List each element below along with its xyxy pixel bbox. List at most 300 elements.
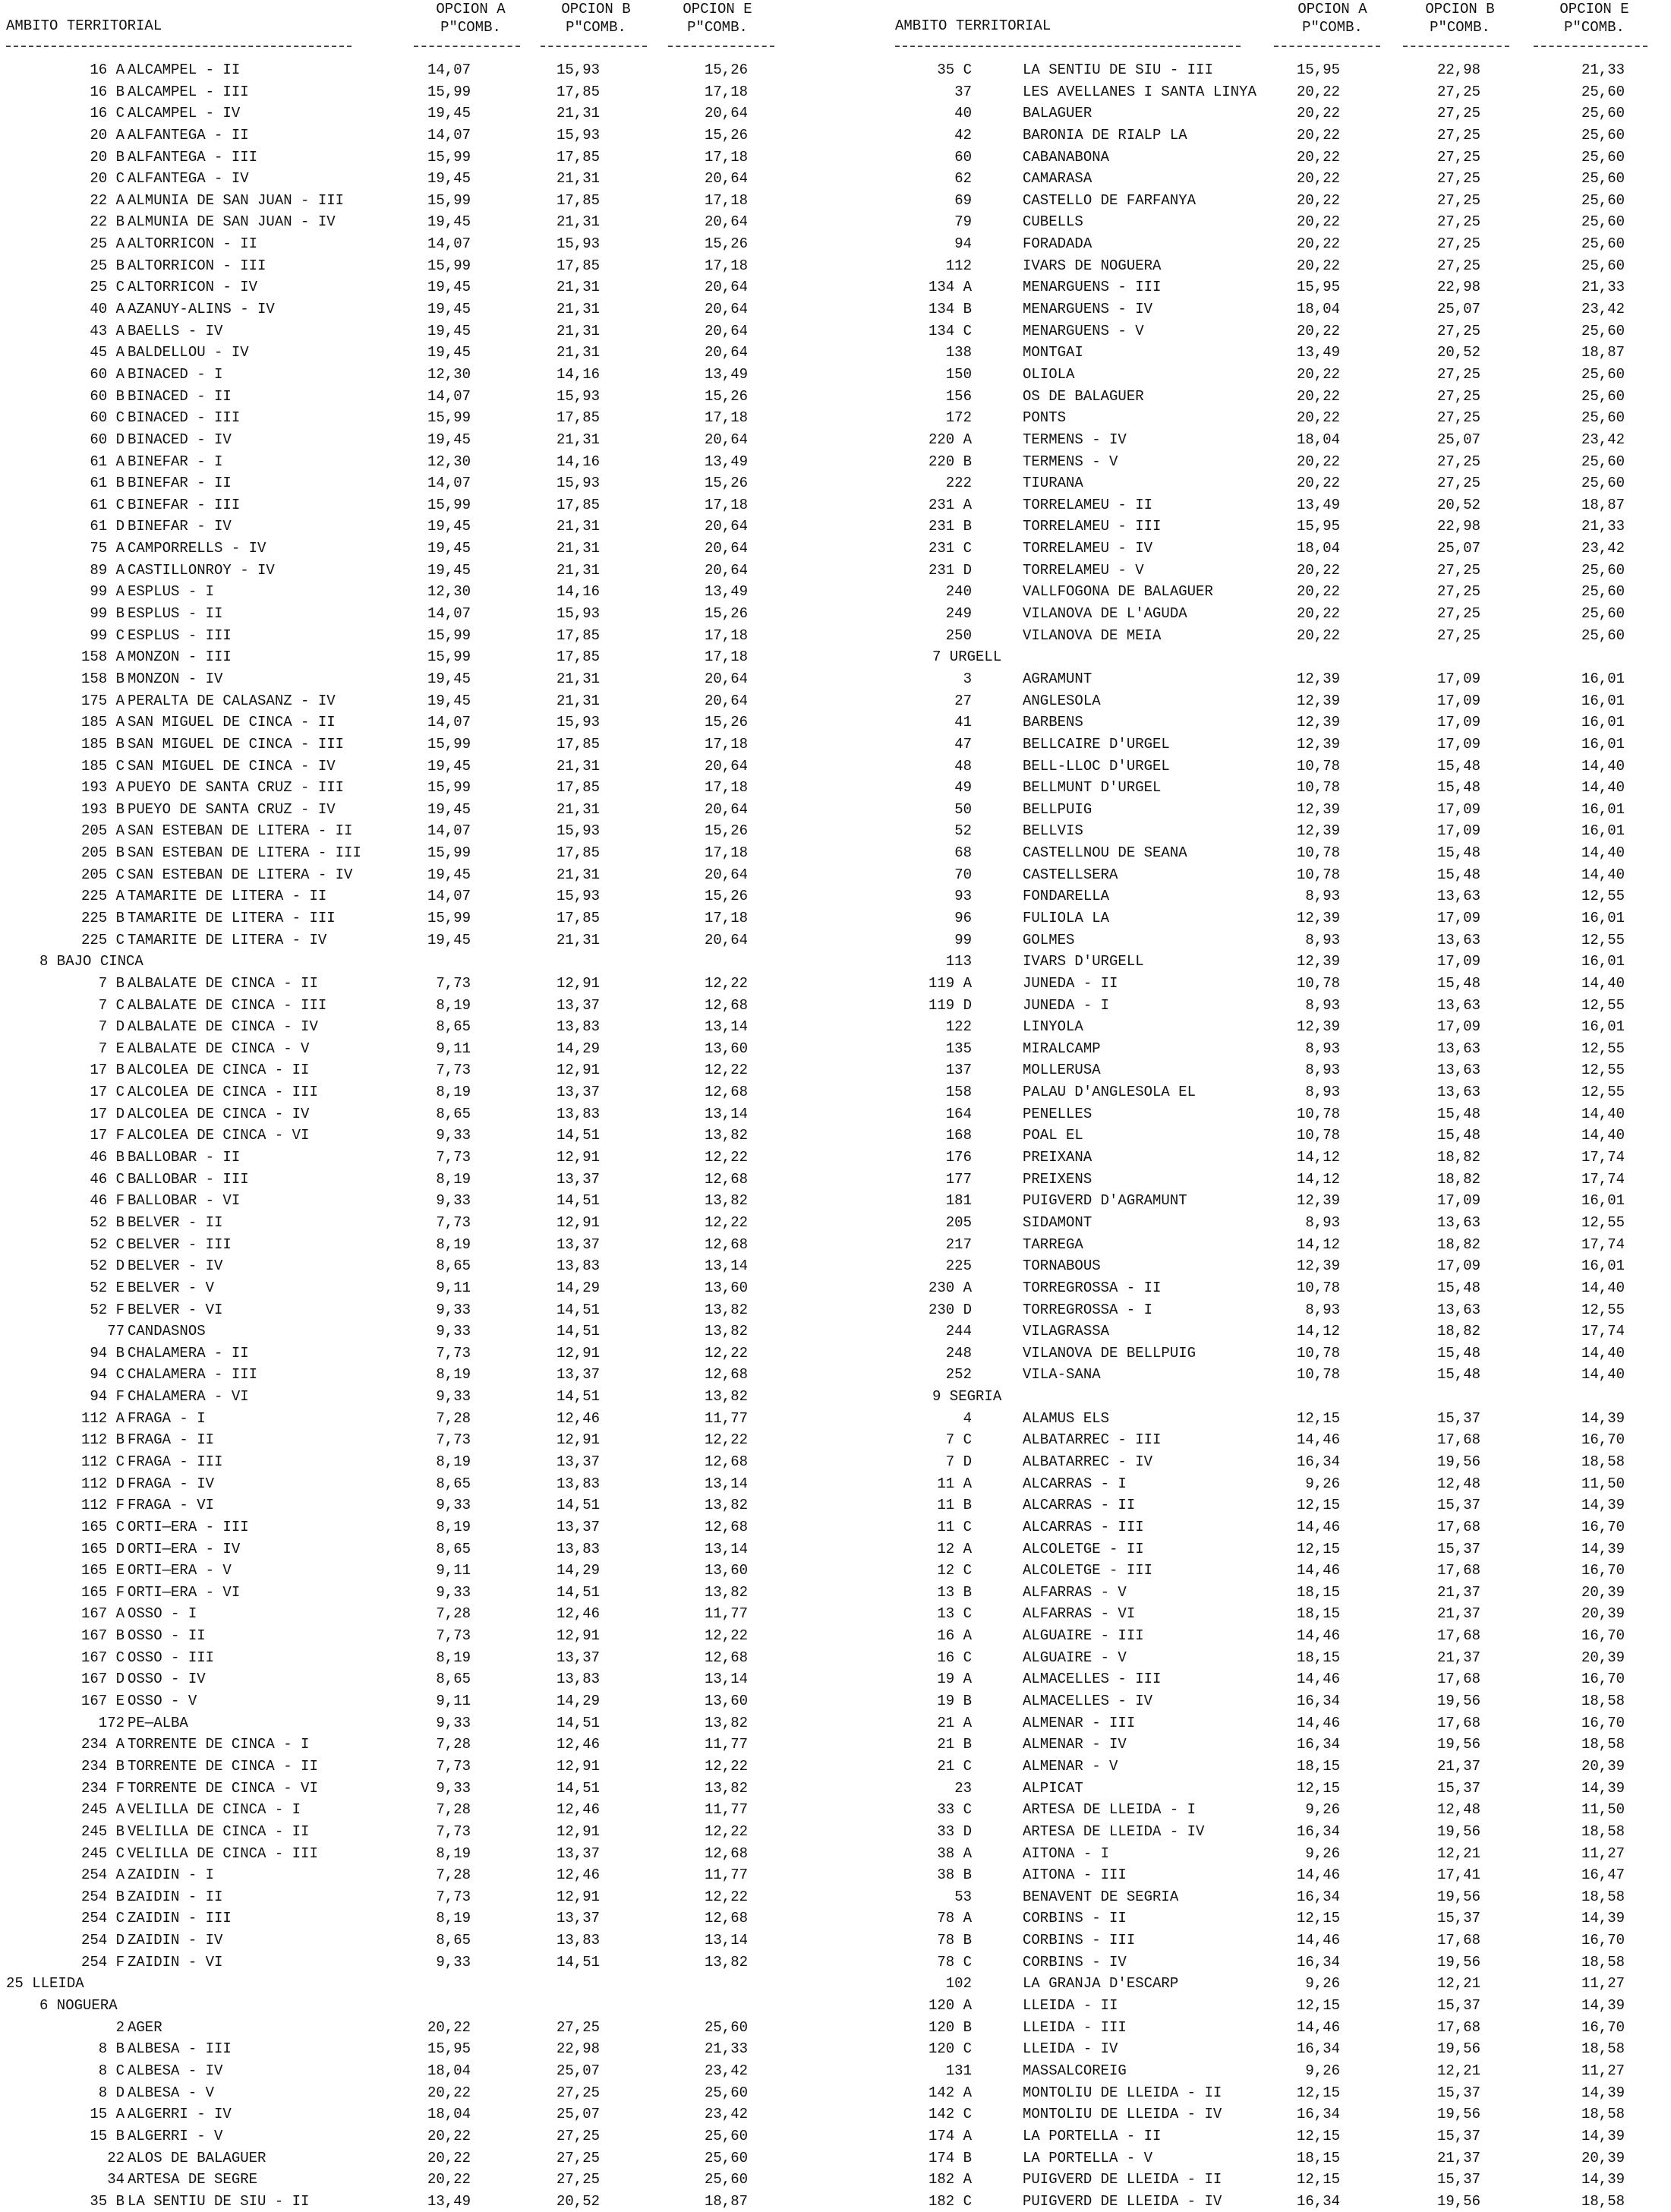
code-cell: 2 [115,2018,125,2036]
code-cell: 158 B [80,670,125,687]
name-cell: ALCAMPEL - III [128,83,249,100]
option-e-value: 17,74 [1581,1149,1625,1166]
table-row [835,342,1670,364]
option-e-value: 25,60 [1581,148,1625,166]
table-row [0,1843,835,1865]
option-a-value: 8,93 [1305,1301,1340,1318]
table-row [835,734,1670,756]
table-row [835,625,1670,647]
option-b-value: 21,31 [556,213,600,231]
table-row [0,1386,835,1408]
group-label: 6 NOGUERA [39,1997,118,2015]
option-a-value: 14,07 [427,605,471,623]
option-a-value: 14,07 [427,714,471,731]
option-b-value: 14,51 [556,1301,600,1318]
table-row [835,1343,1670,1365]
option-a-value: 19,45 [427,692,471,709]
option-e-value: 14,40 [1581,779,1625,797]
option-b-value: 17,09 [1436,714,1480,731]
option-b-value: 15,93 [556,387,600,405]
option-a-value: 7,28 [436,1605,471,1623]
code-cell: 175 A [80,692,125,709]
name-cell: FRAGA - VI [128,1497,215,1514]
name-cell: BELLCAIRE D'URGEL [1023,735,1170,753]
option-b-value: 17,68 [1436,1671,1480,1688]
code-cell: 89 A [90,561,125,579]
name-cell: PREIXENS [1023,1170,1092,1188]
table-row [835,1560,1670,1582]
name-cell: VILANOVA DE L'AGUDA [1023,605,1187,623]
name-cell: ALBATARREC - III [1023,1431,1162,1449]
option-a-value: 14,46 [1296,1932,1340,1949]
code-cell: 225 C [80,931,125,948]
code-cell: 112 A [80,1409,125,1427]
code-cell: 220 A [928,431,972,448]
option-a-value: 14,46 [1296,2018,1340,2036]
name-cell: TORREGROSSA - I [1023,1301,1153,1318]
name-cell: ORTI—ERA - V [128,1562,232,1579]
code-cell: 248 [945,1344,972,1362]
option-a-value: 15,95 [427,2040,471,2058]
option-a-value: 14,46 [1296,1866,1340,1884]
name-cell: PUIGVERD DE LLEIDA - IV [1023,2192,1222,2210]
left-column [0,0,835,2210]
table-row [835,2191,1670,2212]
option-a-value: 8,93 [1305,996,1340,1014]
option-e-value: 21,33 [704,2040,748,2058]
table-row [835,2169,1670,2191]
name-cell: MOLLERUSA [1023,1062,1101,1079]
option-b-value: 27,25 [1436,365,1480,383]
group-heading [0,1995,835,2017]
option-e-value: 12,22 [704,1149,748,1166]
option-a-value: 20,22 [1296,257,1340,274]
code-cell: 16 A [90,62,125,78]
option-b-value: 27,25 [556,2084,600,2101]
option-a-value: 18,15 [1296,1649,1340,1666]
header-divider [414,46,520,47]
table-row [835,560,1670,582]
option-e-value: 13,49 [704,583,748,601]
option-a-value: 20,22 [427,2171,471,2188]
option-b-value: 19,56 [1436,2040,1480,2058]
code-cell: 19 A [937,1671,972,1688]
table-row [0,516,835,538]
table-row [835,1734,1670,1756]
option-a-value: 16,34 [1296,1822,1340,1840]
option-e-value: 16,01 [1581,909,1625,926]
option-b-value: 12,21 [1436,1844,1480,1862]
option-e-value: 20,64 [704,431,748,448]
option-a-value: 12,15 [1296,2084,1340,2101]
table-row [835,451,1670,473]
option-a-value: 15,95 [1296,279,1340,296]
name-cell: VILAGRASSA [1023,1323,1110,1340]
table-row [835,233,1670,255]
name-cell: MONTOLIU DE LLEIDA - II [1023,2084,1222,2101]
option-a-value: 20,22 [1296,626,1340,644]
option-b-value: 18,82 [1436,1323,1480,1340]
option-a-value: 15,99 [427,83,471,100]
name-cell: VILA-SANA [1023,1366,1101,1384]
table-row [835,2125,1670,2147]
option-e-value: 25,60 [1581,235,1625,253]
option-e-value: 20,39 [1581,1649,1625,1666]
option-a-value: 19,45 [427,561,471,579]
option-a-value: 13,49 [427,2192,471,2210]
code-cell: 96 [954,909,972,926]
table-row [835,951,1670,973]
option-b-value: 21,31 [556,931,600,948]
name-cell: CHALAMERA - VI [128,1388,249,1406]
option-a-value: 20,22 [427,2084,471,2101]
table-row [0,646,835,668]
table-row [835,2103,1670,2125]
code-cell: 17 B [90,1062,125,1079]
table-row [835,864,1670,886]
option-a-value: 18,04 [1296,301,1340,318]
name-cell: ALBESA - IV [128,2062,223,2079]
option-a-value: 20,22 [1296,235,1340,253]
option-b-value: 13,83 [556,1105,600,1122]
option-b-value: 15,93 [556,888,600,905]
table-row [835,1712,1670,1734]
code-cell: 99 B [90,605,125,623]
option-e-value: 13,60 [704,1693,748,1710]
option-a-value: 18,04 [1296,431,1340,448]
option-b-value: 21,31 [556,170,600,188]
name-cell: CUBELLS [1023,213,1083,231]
table-row [0,907,835,929]
table-row [835,81,1670,103]
option-e-value: 16,01 [1581,1257,1625,1275]
table-row [0,1255,835,1277]
option-a-value: 8,19 [436,1170,471,1188]
option-b-value: 13,83 [556,1932,600,1949]
table-row [0,298,835,320]
option-b-value: 21,31 [556,279,600,296]
left-rows [0,59,835,2212]
option-a-value: 7,28 [436,1866,471,1884]
table-row [0,864,835,886]
code-cell: 78 C [937,1953,972,1971]
name-cell: ALGUAIRE - III [1023,1627,1144,1645]
option-b-value: 12,91 [556,1757,600,1775]
table-row [0,1886,835,1908]
table-row [0,364,835,386]
option-b-value: 17,68 [1436,1714,1480,1731]
table-row [0,1538,835,1560]
option-b-value: 15,37 [1436,1540,1480,1557]
code-cell: 185 C [80,757,125,775]
option-e-value: 25,60 [1581,387,1625,405]
option-b-value: 17,68 [1436,1932,1480,1949]
name-cell: PUEYO DE SANTA CRUZ - IV [128,800,336,818]
option-e-value: 18,58 [1581,1888,1625,1905]
code-cell: 112 [945,257,972,274]
code-cell: 230 A [928,1279,972,1296]
table-row [835,211,1670,233]
option-b-value: 27,25 [1436,409,1480,427]
table-row [0,386,835,408]
name-cell: MONTGAI [1023,344,1083,361]
option-a-value: 9,26 [1305,1475,1340,1492]
option-a-value: 15,99 [427,148,471,166]
name-cell: ALMUNIA DE SAN JUAN - III [128,191,345,209]
option-e-value: 12,68 [704,1649,748,1666]
name-cell: BALLOBAR - II [128,1149,241,1166]
code-cell: 8 C [98,2062,125,2079]
ambito-header: AMBITO TERRITORIAL [895,17,1051,34]
code-cell: 164 [945,1105,972,1122]
table-row [0,1516,835,1538]
name-cell: TORRENTE DE CINCA - VI [128,1779,318,1797]
table-row [0,59,835,81]
option-b-value: 12,91 [556,1627,600,1645]
code-cell: 134 B [928,301,972,318]
code-cell: 21 A [937,1714,972,1731]
option-a-value: 14,07 [427,475,471,492]
code-cell: 182 C [928,2192,972,2210]
option-b-value: 19,56 [1436,1693,1480,1710]
option-a-value: 10,78 [1296,866,1340,883]
table-row [835,2147,1670,2169]
name-cell: ALBESA - V [128,2084,215,2101]
code-cell: 112 D [80,1475,125,1492]
option-e-value: 12,68 [704,1084,748,1101]
option-b-value: 20,52 [556,2192,600,2210]
option-b-value: 19,56 [1436,1888,1480,1905]
option-a-value: 12,39 [1296,909,1340,926]
code-cell: 137 [945,1062,972,1079]
code-cell: 119 D [928,996,972,1014]
name-cell: TORRELAMEU - III [1023,518,1162,535]
option-e-value: 17,18 [704,779,748,797]
option-b-value: 19,56 [1436,1953,1480,1971]
code-cell: 165 F [80,1583,125,1601]
table-row [0,1494,835,1516]
option-b-value: 14,51 [556,1192,600,1210]
name-cell: ALCOLETGE - III [1023,1562,1153,1579]
table-row [0,929,835,951]
table-row [835,820,1670,842]
option-a-value: 14,07 [427,62,471,78]
code-cell: 79 [954,213,972,231]
option-e-value: 25,60 [704,2084,748,2101]
option-e-value: 16,01 [1581,735,1625,753]
option-b-value: 17,85 [556,779,600,797]
code-cell: 167 C [80,1649,125,1666]
code-cell: 16 B [90,83,125,100]
option-a-value: 8,93 [1305,1084,1340,1101]
option-a-value: 12,30 [427,453,471,470]
option-e-value: 16,70 [1581,1627,1625,1645]
code-cell: 135 [945,1040,972,1057]
name-cell: ZAIDIN - VI [128,1953,223,1971]
option-b-value: 21,31 [556,692,600,709]
option-a-value: 15,99 [427,257,471,274]
option-b-value: 17,09 [1436,1257,1480,1275]
option-b-value: 25,07 [1436,431,1480,448]
code-cell: 94 F [90,1388,125,1406]
table-row [835,1582,1670,1604]
option-e-value: 15,26 [704,62,748,78]
option-e-value: 17,18 [704,844,748,862]
name-cell: PUIGVERD DE LLEIDA - II [1023,2171,1222,2188]
option-b-value: 21,37 [1436,2149,1480,2166]
name-cell: ARTESA DE LLEIDA - I [1023,1801,1196,1819]
option-a-value: 14,07 [427,387,471,405]
option-b-value: 25,07 [556,2062,600,2079]
option-b-value: 19,56 [1436,1736,1480,1753]
option-a-value: 8,93 [1305,888,1340,905]
table-row [0,1169,835,1191]
option-e-value: 12,22 [704,1757,748,1775]
name-cell: ALBESA - III [128,2040,232,2058]
name-cell: CANDASNOS [128,1323,206,1340]
option-b-value: 21,31 [556,540,600,557]
option-a-value: 7,28 [436,1409,471,1427]
option-e-value: 20,39 [1581,1605,1625,1623]
code-cell: 46 C [90,1170,125,1188]
code-cell: 21 B [937,1736,972,1753]
name-cell: FORADADA [1023,235,1092,253]
code-cell: 69 [954,191,972,209]
option-e-value: 12,68 [704,1366,748,1384]
option-a-value: 18,15 [1296,2149,1340,2166]
option-e-value: 16,01 [1581,800,1625,818]
code-cell: 254 C [80,1910,125,1927]
name-cell: CAMPORRELLS - IV [128,540,266,557]
table-row [835,1864,1670,1886]
name-cell: SAN ESTEBAN DE LITERA - IV [128,866,353,883]
code-cell: 12 A [937,1540,972,1557]
name-cell: OS DE BALAGUER [1023,387,1144,405]
table-row [0,233,835,255]
option-b-value: 15,48 [1436,1366,1480,1384]
option-a-value: 10,78 [1296,757,1340,775]
option-e-value: 20,64 [704,540,748,557]
table-row [0,560,835,582]
option-e-value: 13,82 [704,1714,748,1731]
name-cell: BINEFAR - I [128,453,223,470]
table-row [835,603,1670,625]
option-e-value: 13,82 [704,1301,748,1318]
option-b-value: 13,37 [556,1844,600,1862]
option-a-value: 8,19 [436,1844,471,1862]
code-cell: 27 [954,692,972,709]
code-cell: 112 F [80,1497,125,1514]
header-divider [1534,46,1647,47]
option-a-value: 9,33 [436,1192,471,1210]
option-e-value: 20,64 [704,301,748,318]
name-cell: PERALTA DE CALASANZ - IV [128,692,336,709]
option-e-value: 25,60 [704,2171,748,2188]
option-a-value: 9,33 [436,1323,471,1340]
name-cell: TERMENS - IV [1023,431,1127,448]
table-row [835,1625,1670,1647]
option-b-value: 27,25 [1436,561,1480,579]
option-a-value: 7,28 [436,1801,471,1819]
table-row [835,1147,1670,1169]
code-cell: 22 [107,2149,125,2166]
name-cell: ZAIDIN - IV [128,1932,223,1949]
option-b-value: 27,25 [556,2171,600,2188]
table-row [0,211,835,233]
code-cell: 4 [963,1409,972,1427]
option-a-value: 9,11 [436,1562,471,1579]
option-a-value: 9,11 [436,1040,471,1057]
option-a-value: 9,26 [1305,1975,1340,1993]
header-divider [895,46,1241,47]
option-e-value: 11,77 [704,1801,748,1819]
option-a-value: 7,73 [436,1149,471,1166]
name-cell: OSSO - V [128,1693,197,1710]
option-a-value: 7,73 [436,1627,471,1645]
option-b-value: 12,48 [1436,1801,1480,1819]
option-b-header: OPCION B P"COMB. [1425,1,1495,36]
code-cell: 193 B [80,800,125,818]
code-cell: 174 A [928,2127,972,2144]
code-cell: 38 B [937,1866,972,1884]
option-b-value: 15,93 [556,605,600,623]
option-b-value: 21,37 [1436,1583,1480,1601]
table-row [0,1277,835,1299]
option-e-value: 15,26 [704,888,748,905]
option-a-value: 12,15 [1296,2127,1340,2144]
name-cell: ARTESA DE LLEIDA - IV [1023,1822,1205,1840]
option-e-value: 14,39 [1581,1779,1625,1797]
table-row [835,516,1670,538]
name-cell: CORBINS - II [1023,1910,1127,1927]
option-b-value: 15,48 [1436,974,1480,992]
option-b-value: 21,31 [556,105,600,122]
option-e-value: 25,60 [1581,191,1625,209]
code-cell: 158 A [80,648,125,666]
option-b-value: 14,51 [556,1497,600,1514]
option-a-value: 20,22 [427,2127,471,2144]
option-e-value: 16,47 [1581,1866,1625,1884]
code-cell: 40 [954,105,972,122]
code-cell: 222 [945,475,972,492]
option-e-value: 17,18 [704,648,748,666]
option-a-value: 19,45 [427,344,471,361]
code-cell: 138 [945,344,972,361]
option-b-value: 21,31 [556,431,600,448]
option-e-value: 21,33 [1581,62,1625,78]
option-b-value: 12,21 [1436,1975,1480,1993]
code-cell: 34 [107,2171,125,2188]
option-e-value: 13,82 [704,1127,748,1144]
table-row [835,885,1670,907]
option-b-value: 27,25 [1436,583,1480,601]
name-cell: BALLOBAR - VI [128,1192,241,1210]
code-cell: 225 A [80,888,125,905]
name-cell: CAMARASA [1023,170,1092,188]
option-e-value: 14,40 [1581,1127,1625,1144]
option-b-value: 13,63 [1436,1084,1480,1101]
option-e-value: 17,18 [704,735,748,753]
option-b-value: 17,68 [1436,1627,1480,1645]
option-b-value: 27,25 [1436,322,1480,339]
table-row [835,1169,1670,1191]
option-a-value: 8,65 [436,1671,471,1688]
option-b-value: 14,29 [556,1693,600,1710]
code-cell: 174 B [928,2149,972,2166]
option-b-value: 15,93 [556,62,600,78]
option-e-value: 25,60 [1581,365,1625,383]
name-cell: VELILLA DE CINCA - I [128,1801,301,1819]
